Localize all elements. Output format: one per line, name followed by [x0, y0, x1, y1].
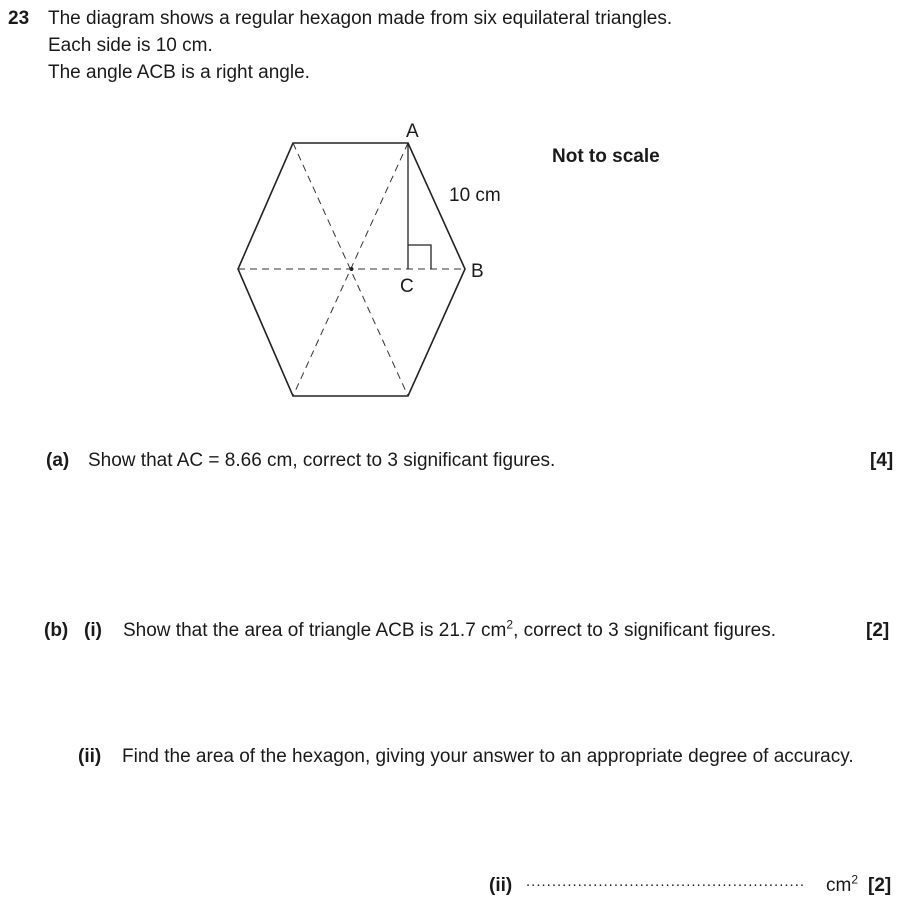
- squared-superscript: 2: [506, 617, 514, 632]
- part-b-label: (b): [44, 620, 69, 641]
- part-b-i-label: (i): [84, 620, 102, 641]
- intro-line-2: Each side is 10 cm.: [48, 35, 213, 56]
- right-angle-marker: [408, 245, 431, 269]
- label-a: A: [406, 121, 419, 142]
- label-b: B: [471, 261, 484, 282]
- not-to-scale-note: Not to scale: [552, 146, 660, 167]
- answer-dotted-line[interactable]: ......................................................: [526, 873, 806, 890]
- side-length-label: 10 cm: [449, 185, 501, 206]
- question-number: 23: [8, 8, 30, 29]
- part-b-i-text: Show that the area of triangle ACB is 21.7 $cm^2$, correct to 3 significant figures.: [123, 617, 777, 641]
- answer-marks: [2]: [868, 875, 892, 896]
- hexagon-diagram: [225, 115, 515, 405]
- answer-unit: $cm^2$: [826, 872, 859, 896]
- answer-label: (ii): [489, 875, 513, 896]
- part-a-marks: [4]: [870, 450, 894, 471]
- part-b-ii-label: (ii): [78, 746, 102, 767]
- intro-line-3: The angle ACB is a right angle.: [48, 62, 310, 83]
- label-c: C: [400, 276, 414, 297]
- part-a-label: (a): [46, 450, 70, 471]
- part-a-text: Show that AC = 8.66 cm, correct to 3 significant figures.: [88, 450, 556, 471]
- hexagon-centre-point: [350, 267, 354, 271]
- part-b-ii-text: Find the area of the hexagon, giving your answer to an appropriate degree of accuracy.: [122, 746, 854, 767]
- part-b-i-marks: [2]: [866, 620, 890, 641]
- intro-line-1: The diagram shows a regular hexagon made from six equilateral triangles.: [48, 8, 673, 29]
